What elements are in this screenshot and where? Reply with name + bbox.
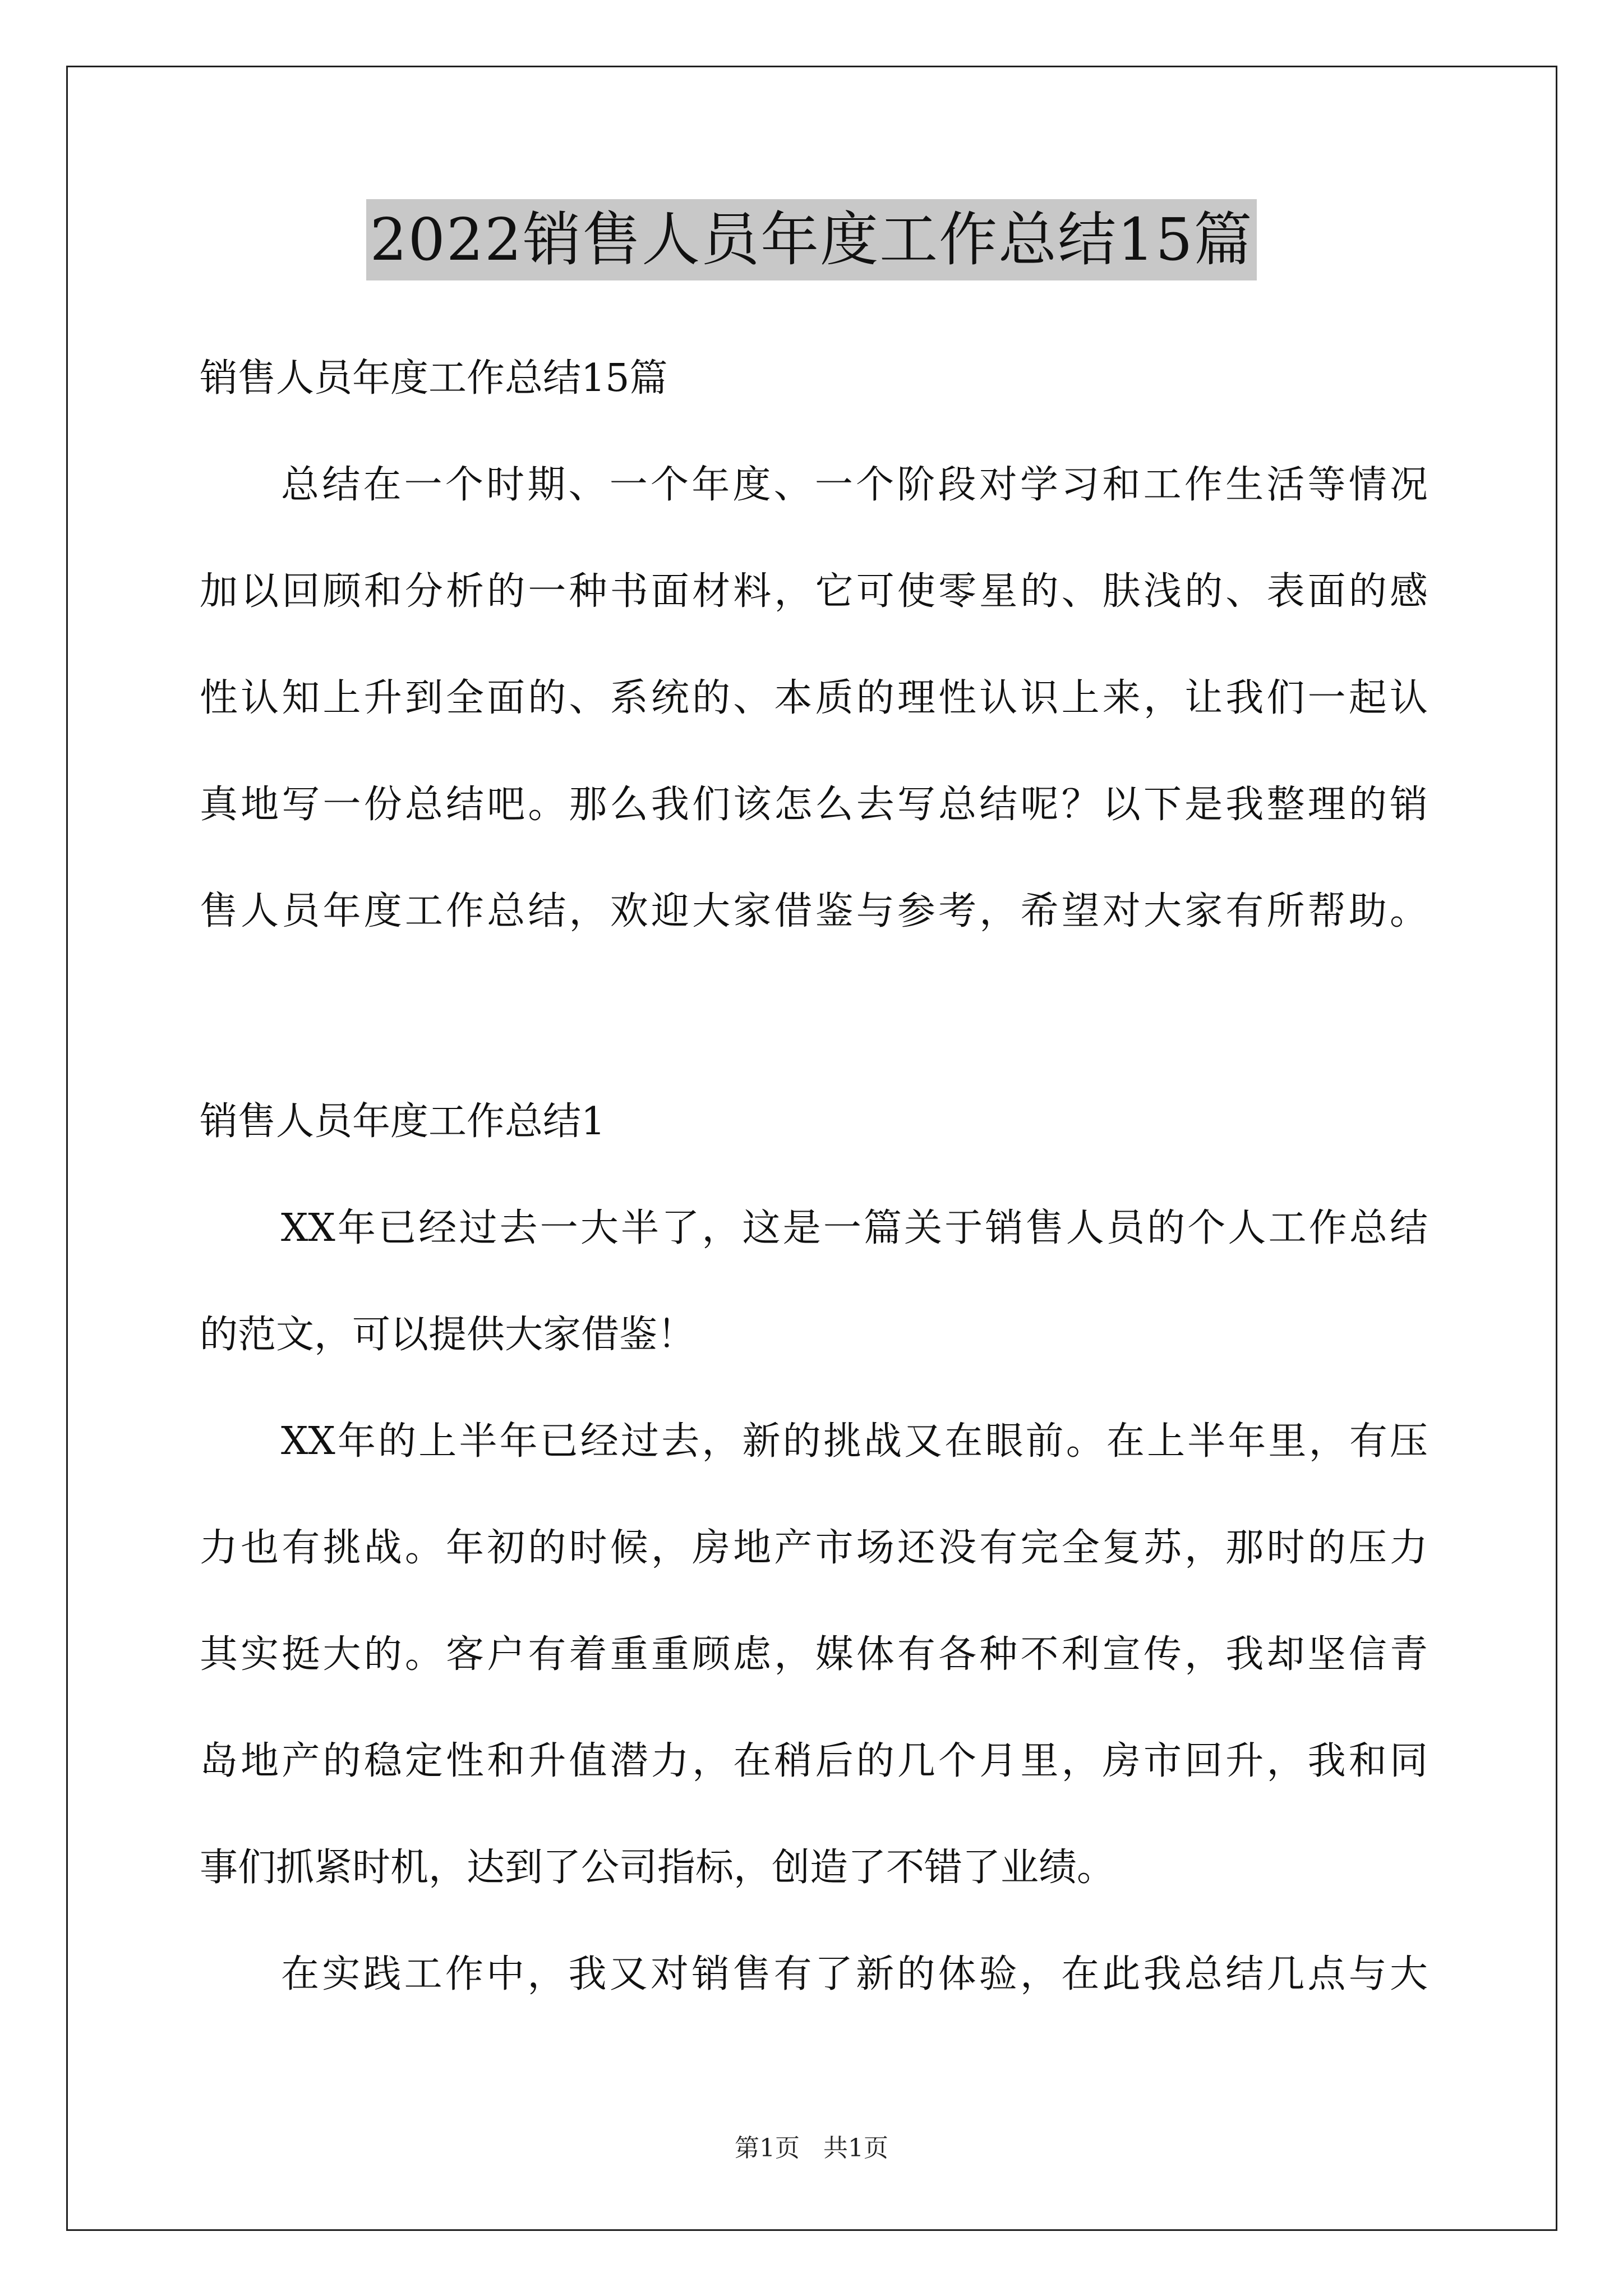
intro-line-2: 加以回顾和分析的一种书面材料，它可使零星的、肤浅的、表面的感 bbox=[200, 569, 1428, 614]
section-para2-line-4: 岛地产的稳定性和升值潜力，在稍后的几个月里，房市回升，我和同 bbox=[200, 1739, 1428, 1783]
section-para2-line-5: 事们抓紧时机，达到了公司指标，创造了不错了业绩。 bbox=[200, 1846, 1115, 1890]
section-para2-line-3: 其实挺大的。客户有着重重顾虑，媒体有各种不利宣传，我却坚信青 bbox=[200, 1632, 1428, 1677]
intro-line-5: 售人员年度工作总结，欢迎大家借鉴与参考，希望对大家有所帮助。 bbox=[200, 889, 1428, 933]
section-para2-line-1: XX年的上半年已经过去，新的挑战又在眼前。在上半年里，有压 bbox=[281, 1419, 1428, 1464]
intro-line-4: 真地写一份总结吧。那么我们该怎么去写总结呢？以下是我整理的销 bbox=[200, 783, 1428, 827]
document-subtitle: 销售人员年度工作总结15篇 bbox=[200, 356, 668, 401]
document-title: 2022销售人员年度工作总结15篇 bbox=[366, 199, 1256, 280]
section-heading: 销售人员年度工作总结1 bbox=[200, 1099, 606, 1144]
intro-line-3: 性认知上升到全面的、系统的、本质的理性认识上来，让我们一起认 bbox=[200, 676, 1428, 720]
title-container bbox=[0, 199, 1623, 280]
section-para3-line-1: 在实践工作中，我又对销售有了新的体验，在此我总结几点与大 bbox=[281, 1952, 1428, 1996]
section-para1-line-2: 的范文，可以提供大家借鉴！ bbox=[200, 1313, 696, 1357]
section-para1-line-1: XX年已经过去一大半了，这是一篇关于销售人员的个人工作总结 bbox=[281, 1206, 1428, 1250]
intro-line-1: 总结在一个时期、一个年度、一个阶段对学习和工作生活等情况 bbox=[281, 463, 1428, 507]
page-footer: 第1页 共1页 bbox=[735, 2134, 888, 2162]
section-para2-line-2: 力也有挑战。年初的时候，房地产市场还没有完全复苏，那时的压力 bbox=[200, 1526, 1428, 1570]
